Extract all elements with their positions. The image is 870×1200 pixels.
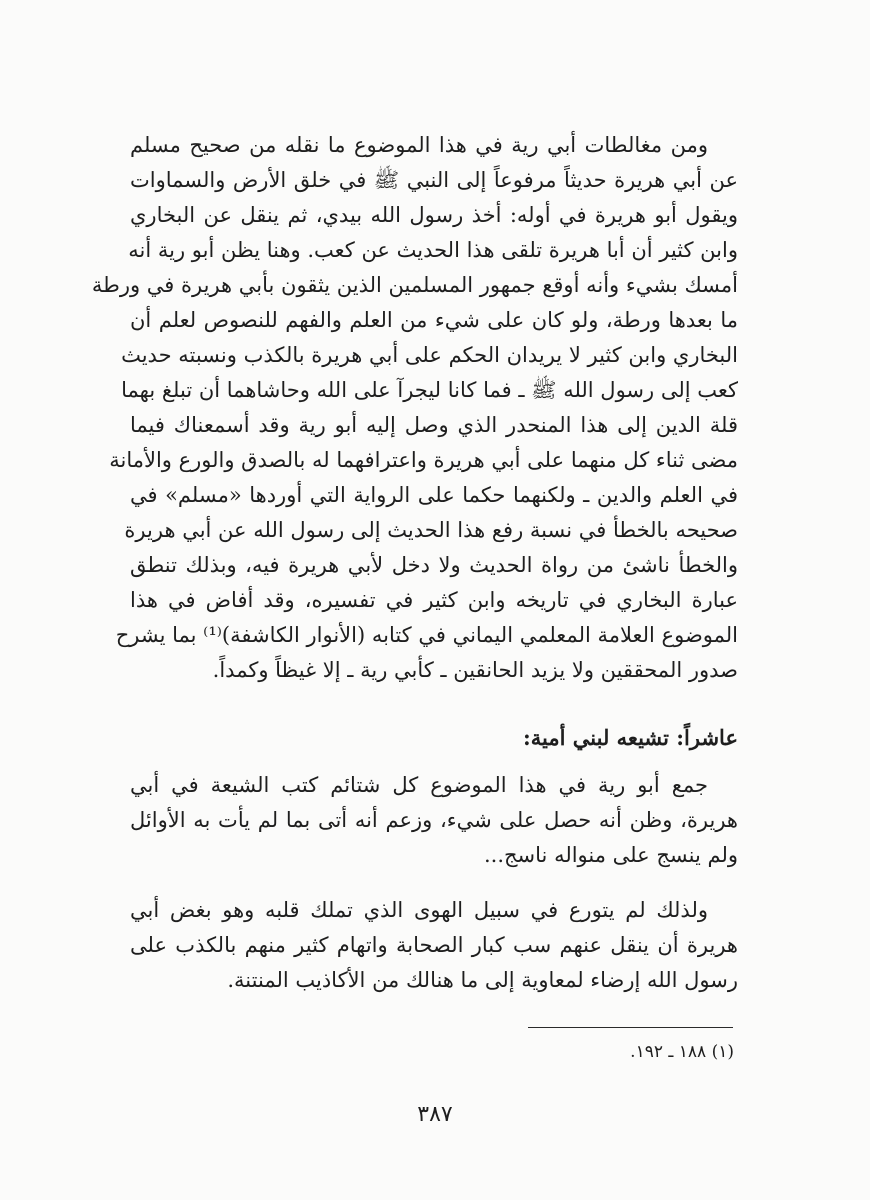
page-number: ٣٨٧: [417, 1102, 453, 1127]
text-line: هريرة أن ينقل عنهم سب كبار الصحابة واتهام كثير منهم بالكذب على: [130, 933, 738, 957]
text-line: ومن مغالطات أبي رية في هذا الموضوع ما نقله من صحيح مسلم: [130, 133, 708, 157]
text-line: عن أبي هريرة حديثاً مرفوعاً إلى النبي ﷺ في خلق الأرض والسماوات: [130, 168, 738, 192]
text-line: وابن كثير أن أبا هريرة تلقى هذا الحديث عن كعب. وهنا يظن أبو رية أنه: [128, 238, 738, 262]
text-line: عبارة البخاري في تاريخه وابن كثير في تفسيره، وقد أفاض في هذا: [130, 588, 738, 612]
text-line: صدور المحققين ولا يزيد الحانقين ـ كأبي رية ـ إلا غيظاً وكمداً.: [212, 658, 738, 682]
text-line: ولم ينسج على منواله ناسج...: [483, 843, 738, 867]
text-line: ويقول أبو هريرة في أوله: أخذ رسول الله بيدي، ثم ينقل عن البخاري: [130, 203, 738, 227]
text-line: جمع أبو رية في هذا الموضوع كل شتائم كتب الشيعة في أبي: [130, 773, 708, 797]
footnote: (١) ١٨٨ ـ ١٩٢.: [630, 1042, 734, 1062]
paragraph-3: [130, 893, 738, 998]
text-line: في العلم والدين ـ ولكنهما حكما على الرواية التي أوردها «مسلم» في: [130, 483, 739, 507]
text-line: مضى ثناء كل منهما على أبي هريرة واعترافهما له بالصدق والورع والأمانة: [109, 448, 738, 472]
paragraph-1: [91, 128, 739, 688]
text-line: ما بعدها ورطة، ولو كان على شيء من العلم والفهم للنصوص لعلم أن: [130, 308, 738, 332]
text-line: الموضوع العلامة المعلمي اليماني في كتابه (الأنوار الكاشفة)⁽¹⁾ بما يشرح: [115, 623, 738, 647]
paragraph-2: [130, 768, 738, 873]
text-line: قلة الدين إلى هذا المنحدر الذي وصل إليه أبو رية وقد أسمعناك فيما: [130, 413, 738, 437]
section-heading: عاشراً: تشيعه لبني أمية:: [523, 725, 738, 750]
text-line: والخطأ ناشئ من رواة الحديث ولا دخل لأبي هريرة فيه، وبذلك تنطق: [130, 553, 738, 577]
text-line: البخاري وابن كثير لا يريدان الحكم على أبي هريرة بالكذب ونسبته حديث: [121, 343, 738, 367]
text-line: أمسك بشيء وأنه أوقع جمهور المسلمين الذين يثقون بأبي هريرة في ورطة: [91, 273, 738, 297]
text-line: رسول الله إرضاء لمعاوية إلى ما هنالك من الأكاذيب المنتنة.: [227, 968, 738, 992]
text-line: صحيحه بالخطأ في نسبة رفع هذا الحديث إلى رسول الله عن أبي هريرة: [124, 518, 738, 542]
text-line: هريرة، وظن أنه حصل على شيء، وزعم أنه أتى بما لم يأت به الأوائل: [130, 808, 738, 832]
text-line: كعب إلى رسول الله ﷺ ـ فما كانا ليجرآ على الله وحاشاهما أن تبلغ بهما: [121, 378, 738, 402]
footnote-divider: [528, 1027, 733, 1028]
text-line: ولذلك لم يتورع في سبيل الهوى الذي تملك قلبه وهو بغض أبي: [130, 898, 708, 922]
